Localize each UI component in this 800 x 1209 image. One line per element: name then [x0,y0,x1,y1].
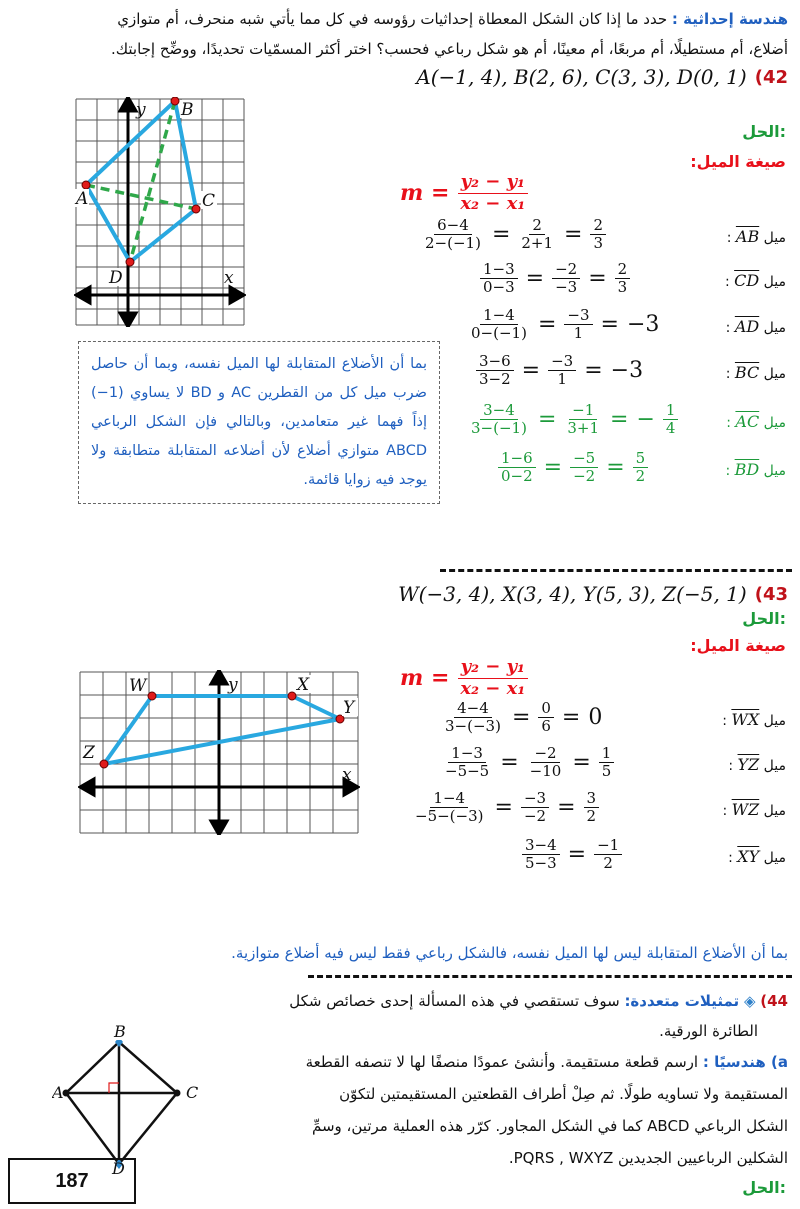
p42-label-A: A [76,189,89,209]
p42-row-ac: $\frac{3-4}{3-(-1)}$ = $\frac{-1}{3+1}$ = − $\frac{1}{4}$ [468,402,678,438]
p44-title: تمثيلات متعددة: [624,992,740,1010]
p43-formula [400,657,528,699]
p43-label-xy: ميل XY : [728,847,786,866]
p43-label-wz: ميل WZ : [722,800,786,819]
p43-label-W: W [129,676,147,696]
separator-2 [308,975,792,978]
separator-1 [440,569,792,572]
p44-a-label: a) هندسيًا : [702,1053,788,1071]
p43-label-Y: Y [343,698,355,718]
p42-label-x: x [224,268,234,288]
p42-label-ac: ميل AC : [726,412,786,431]
p42-label-B: B [181,100,194,120]
kite-label-A: A [52,1083,64,1102]
p44-text2: الطائرة الورقية. [659,1022,758,1040]
p44-header [228,986,788,1046]
p42-formula [400,172,528,214]
p43-number: (43 [754,583,788,605]
p43-label-Z: Z [83,743,95,763]
page-number: 187 [8,1158,136,1204]
formula-m: m = [400,180,450,207]
p42-label-D: D [109,268,123,288]
p44-a2: المستقيمة ولا تساويه طولًا. ثم صِلْ أطراف القطعتين المستقيمتين لتكوّن [339,1085,788,1103]
intro-line1 [8,4,788,34]
formula-num: y₂ − y₁ [458,657,528,679]
p44-icon: ◈ [743,992,756,1010]
p42-number: (42 [754,66,788,88]
intro-line2: أضلاع، أم مستطيلًا، أم مربعًا، أم معينًا، أم هو شكل رباعي فحسب؟ اختر أكثر المسمّيات تحديدًا، ووضِّح إجابتك. [110,40,788,58]
formula-num: y₂ − y₁ [458,172,528,194]
formula-den: x₂ − x₁ [460,192,526,214]
p43-graph [78,670,360,835]
p43-points: W(−3, 4), X(3, 4), Y(5, 3), Z(−5, 1) [398,582,747,606]
intro [8,4,788,64]
p42-label-C: C [202,191,216,211]
kite-label-C: C [186,1083,199,1102]
p42-row-bd: $\frac{1-6}{0-2}$ = $\frac{-5}{-2}$ = $\frac{5}{2}$ [498,450,648,486]
p42-header [416,65,788,89]
p42-formula-label: صيغة الميل: [690,152,786,171]
p43-row-yz: $\frac{1-3}{-5-5}$ = $\frac{-2}{-10}$ = $\frac{1}{5}$ [442,745,614,781]
p42-label-ad: ميل AD : [725,317,786,336]
p44-a3: الشكل الرباعي ABCD كما في الشكل المجاور. كرّر هذه العملية مرتين، وسمِّ [311,1117,788,1135]
p42-label-cd: ميل CD : [724,271,786,290]
p43-row-xy: $\frac{3-4}{5-3}$ = $\frac{-1}{2}$ [522,837,622,873]
p44-a1: ارسم قطعة مستقيمة. وأنشئ عمودًا منصفًا لها لا تنصفه القطعة [305,1053,699,1071]
kite-label-D: D [112,1159,125,1175]
formula-den: x₂ − x₁ [460,677,526,699]
p43-label-y: y [228,675,238,695]
p43-solution-label: الحل: [742,609,786,628]
p43-label-x: x [342,765,352,785]
p43-label-wx: ميل WX : [722,710,786,729]
p43-conclusion: بما أن الأضلاع المتقابلة ليس لها الميل نفسه، فالشكل رباعي فقط ليس فيه أضلاع متوازية. [231,944,788,962]
p42-label-bc: ميل BC : [725,363,786,382]
p43-row-wx: $\frac{4-4}{3-(-3)}$ = $\frac{0}{6}$ = 0 [445,699,603,736]
p42-note: بما أن الأضلاع المتقابلة لها الميل نفسه، وبما أن حاصل ضرب ميل كل من القطرين AC و BD لا يساوي (1−) إذاً فهما غير متعامدين، وبالتالي فإن الشكل الرباعي ABCD متوازي أضلاع لأن أضلاعه المتقابلة متطابقة ولا يوجد فيه زوايا قائمة. [78,341,440,504]
p43-row-wz: $\frac{1-4}{-5-(-3)}$ = $\frac{-3}{-2}$ = $\frac{3}{2}$ [412,790,599,826]
p43-formula-label: صيغة الميل: [690,636,786,655]
kite-label-B-top: B [114,1022,126,1041]
kite-figure [52,1040,227,1175]
formula-m: m = [400,665,450,692]
p42-label-bd: ميل BD : [725,460,786,479]
p42-label-ab: ميل AB : [726,227,786,246]
p42-row-bc: $\frac{3-6}{3-2}$ = $\frac{-3}{1}$ = −3 [476,353,643,389]
p42-row-ab: $\frac{6-4}{2-(-1)}$ = $\frac{2}{2+1}$ = $\frac{2}{3}$ [422,217,606,253]
p42-graph [74,97,246,327]
p44-a4: الشكلين الرباعيين الجديدين PQRS , WXYZ. [508,1149,788,1167]
p43-label-yz: ميل YZ : [728,755,786,774]
intro-title: هندسة إحداثية : [671,10,788,28]
p44-text1: سوف تستقصي في هذه المسألة إحدى خصائص شكل [289,992,620,1010]
p42-points: A(−1, 4), B(2, 6), C(3, 3), D(0, 1) [416,65,747,89]
p42-row-cd: $\frac{1-3}{0-3}$ = $\frac{-2}{-3}$ = $\frac{2}{3}$ [480,261,630,297]
p42-label-y: y [136,100,146,120]
intro-text1: حدد ما إذا كان الشكل المعطاة إحداثيات رؤوسه في كل مما يأتي شبه منحرف، أم متوازي [117,10,668,28]
p44-number: 44) [760,992,788,1010]
p43-header [398,582,788,606]
p42-row-ad: $\frac{1-4}{0-(-1)}$ = $\frac{-3}{1}$ = −3 [471,306,660,343]
p43-label-X: X [297,675,310,695]
p44-part-a [228,1046,788,1174]
p44-solution-label: الحل: [742,1178,786,1197]
p42-solution-label: الحل: [742,122,786,141]
